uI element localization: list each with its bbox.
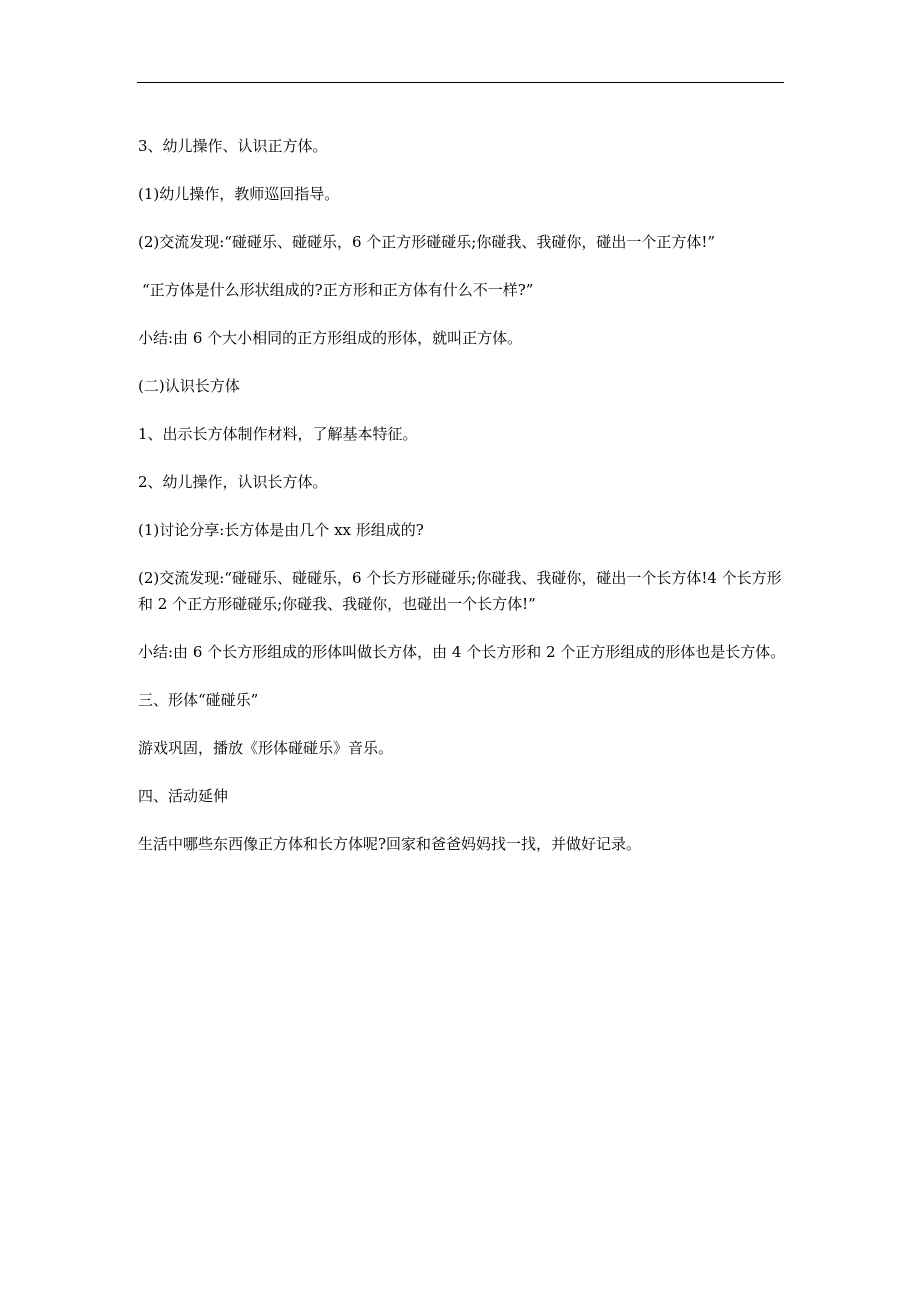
paragraph-step-3-2: (2)交流发现:“碰碰乐、碰碰乐，6 个正方形碰碰乐;你碰我、我碰你，碰出一个正方体!” — [138, 233, 716, 251]
paragraph-cuboid-step-2-1: (1)讨论分享:长方体是由几个 xx 形组成的? — [138, 521, 424, 539]
paragraph-cuboid-step-2-2: (2)交流发现:“碰碰乐、碰碰乐，6 个长方形碰碰乐;你碰我、我碰你，碰出一个长方体!4 个长方形和 2 个正方形碰碰乐;你碰我、我碰你，也碰出一个长方体!” — [138, 569, 782, 613]
paragraph-cuboid-step-1: 1、出示长方体制作材料，了解基本特征。 — [138, 425, 418, 443]
paragraph-cuboid-step-2: 2、幼儿操作，认识长方体。 — [138, 473, 328, 491]
paragraph-step-3-1: (1)幼儿操作，教师巡回指导。 — [138, 185, 340, 203]
paragraph-summary-cuboid: 小结:由 6 个长方形组成的形体叫做长方体，由 4 个长方形和 2 个正方形组成的形体也是长方体。 — [138, 643, 786, 661]
paragraph-question: “正方体是什么形状组成的?正方形和正方体有什么不一样?” — [142, 281, 534, 299]
section-heading-extension: 四、活动延伸 — [138, 787, 229, 805]
paragraph-step-3: 3、幼儿操作、认识正方体。 — [138, 137, 328, 155]
section-heading-game: 三、形体“碰碰乐” — [138, 691, 259, 709]
header-rule — [137, 82, 784, 83]
paragraph-summary-cube: 小结:由 6 个大小相同的正方形组成的形体，就叫正方体。 — [138, 329, 523, 347]
paragraph-extension: 生活中哪些东西像正方体和长方体呢?回家和爸爸妈妈找一找，并做好记录。 — [138, 835, 642, 853]
section-heading-cuboid: (二)认识长方体 — [138, 377, 240, 395]
document-body — [138, 133, 788, 879]
paragraph-game: 游戏巩固，播放《形体碰碰乐》音乐。 — [138, 739, 394, 757]
